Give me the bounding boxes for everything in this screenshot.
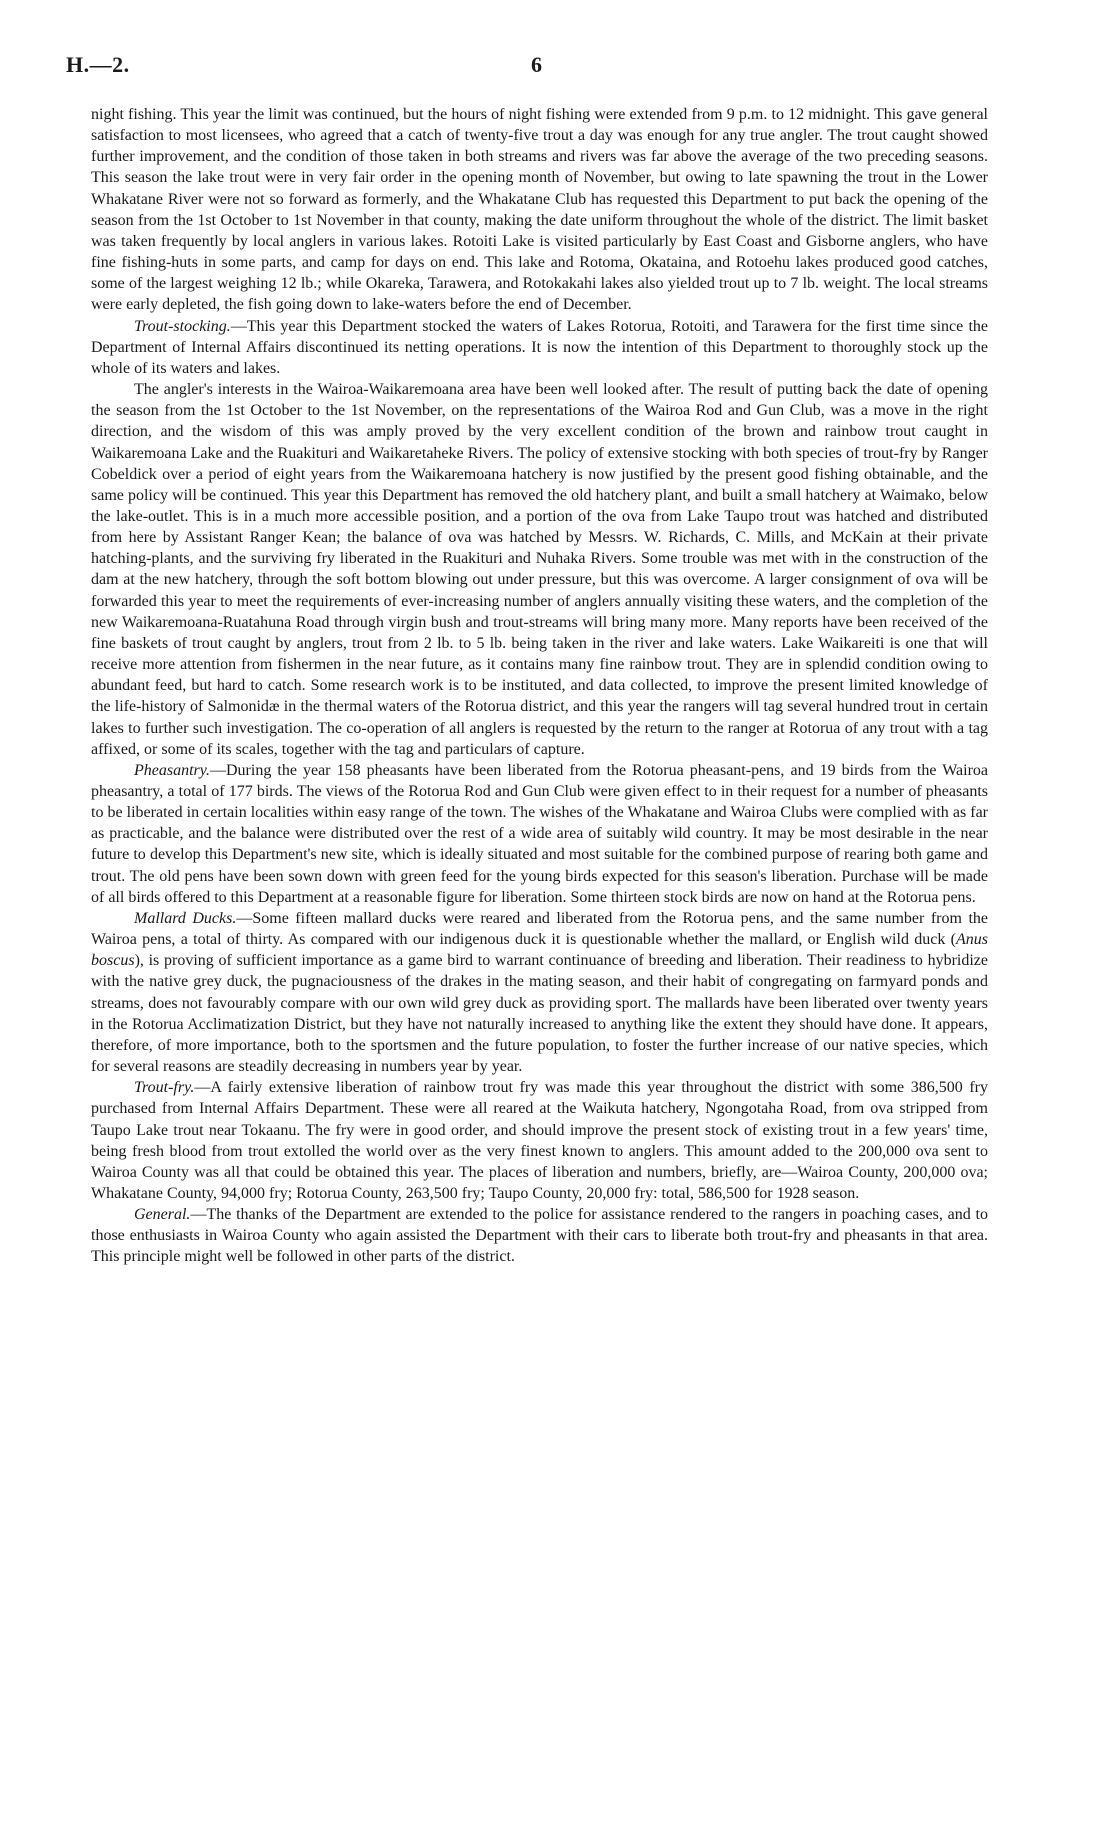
paragraph-general [91, 1204, 988, 1267]
paragraph-text: ), is proving of sufficient importance as a game bird to warrant continuance of breeding and liberation. Their readiness to hybridize with the native grey duck, the pugnaciousness of the drakes in the mating season, and their habit of congregating on farmyard ponds and streams, does not favourably compare with our own wild grey duck as providing sport. The mallards have been liberated over twenty years in the Rotorua Acclimatization District, but they have not naturally increased to anything like the extent they should have done. It appears, therefore, of more importance, both to the sportsmen and the future population, to foster the further increase of our native species, which for several reasons are steadily decreasing in numbers year by year. [91, 952, 988, 1076]
page-number: 6 [531, 52, 542, 77]
section-heading-mallard-ducks: Mallard Ducks. [134, 909, 237, 927]
paragraph-trout-stocking [91, 316, 988, 379]
paragraph-wairoa-waikaremoana [91, 379, 988, 760]
section-heading-trout-fry: Trout-fry. [134, 1079, 195, 1097]
section-heading-trout-stocking: Trout-stocking. [134, 317, 231, 335]
section-heading-pheasantry: Pheasantry. [134, 761, 210, 779]
paragraph-night-fishing [91, 104, 988, 316]
section-heading-general: General. [134, 1206, 191, 1224]
paragraph-text-before-latin: —Some fifteen mallard ducks were reared and liberated from the Rotorua pens, and the same number from the Wairoa pens, a total of thirty. As compared with our indigenous duck it is questionable whether the mallard, or English wild duck ( [91, 909, 988, 949]
paragraph-text: —This year this Department stocked the waters of Lakes Rotorua, Rotoiti, and Tarawera for the first time since the Department of Internal Affairs discontinued its netting operations. It is now the intention of this Department to thoroughly stock up the whole of its waters and lakes. [91, 317, 988, 377]
document-code: H.—2. [66, 52, 130, 77]
paragraph-mallard-ducks [91, 908, 988, 1077]
paragraph-trout-fry [91, 1077, 988, 1204]
paragraph-text: —A fairly extensive liberation of rainbow trout fry was made this year throughout the district with some 386,500 fry purchased from Internal Affairs Department. These were all reared at the Waikuta hatchery, Ngongotaha Road, from ova stripped from Taupo Lake trout near Tokaanu. The fry were in good order, and should improve the present stock of existing trout in a few years' time, being fresh blood from trout extolled the world over as the very finest known to anglers. This amount added to the 200,000 ova sent to Wairoa County was all that could be obtained this year. The places of liberation and numbers, briefly, are—Wairoa County, 200,000 ova; Whakatane County, 94,000 fry; Rotorua County, 263,500 fry; Taupo County, 20,000 fry: total, 586,500 for 1928 season. [91, 1079, 988, 1202]
page-header [66, 52, 1046, 82]
paragraph-text: —During the year 158 pheasants have been liberated from the Rotorua pheasant-pens, and 19 birds from the Wairoa pheasantry, a total of 177 birds. The views of the Rotorua Rod and Gun Club were given effect to in their request for a number of pheasants to be liberated in certain localities within easy range of the town. The wishes of the Whakatane and Wairoa Clubs were complied with as far as practicable, and the balance were distributed over the rest of a wide area of suitably wild country. It may be most desirable in the near future to develop this Department's new site, which is ideally situated and most suitable for the combined purpose of rearing both game and trout. The old pens have been sown down with green feed for the young birds expected for this season's liberation. Purchase will be made of all birds offered to this Department at a reasonable figure for liberation. Some thirteen stock birds are now on hand at the Rotorua pens. [91, 761, 988, 906]
paragraph-text: night fishing. This year the limit was continued, but the hours of night fishing were extended from 9 p.m. to 12 midnight. This gave general satisfaction to most licensees, who agreed that a catch of twenty-five trout a day was enough for any true angler. The trout caught showed further improvement, and the condition of those taken in both streams and rivers was far above the average of the two preceding seasons. This season the lake trout were in very fair order in the opening month of November, but owing to late spawning the trout in the Lower Whakatane River were not so forward as formerly, and the Whakatane Club has requested this Department to put back the opening of the season from the 1st October to 1st November in that county, making the date uniform throughout the whole of the district. The limit basket was taken frequently by local anglers in various lakes. Rotoiti Lake is visited particularly by East Coast and Gisborne anglers, who have fine fishing-huts in some parts, and camp for days on end. This lake and Rotoma, Okataina, and Rotoehu lakes produced good catches, some of the largest weighing 12 lb.; while Okareka, Tarawera, and Rotokakahi lakes also yielded trout up to 7 lb. weight. The local streams were early depleted, the fish going down to lake-waters before the end of December. [91, 106, 988, 314]
latin-species-name: Anus boscus [91, 931, 988, 970]
paragraph-text: The angler's interests in the Wairoa-Waikaremoana area have been well looked after. The result of putting back the date of opening the season from the 1st October to the 1st November, on the representations of the Wairoa Rod and Gun Club, was a move in the right direction, and the wisdom of this was amply proved by the very excellent condition of the brown and rainbow trout caught in Waikaremoana Lake and the Ruakituri and Waikaretaheke Rivers. The policy of extensive stocking with both species of trout-fry by Ranger Cobeldick over a period of eight years from the Waikaremoana hatchery is now justified by the present good fishing obtainable, and the same policy will be continued. This year this Department has removed the old hatchery plant, and built a small hatchery at Waimako, below the lake-outlet. This is in a much more accessible position, and a portion of the ova from Lake Taupo trout was hatched and distributed from here by Assistant Ranger Kean; the balance of ova was hatched by Messrs. W. Richards, C. Mills, and McKain at their private hatching-plants, and the surviving fry liberated in the Ruakituri and Nuhaka Rivers. Some trouble was met with in the construction of the dam at the new hatchery, through the soft bottom blowing out under pressure, but this was overcome. A larger consignment of ova will be forwarded this year to meet the requirements of ever-increasing number of anglers annually visiting these waters, and the completion of the new Waikaremoana-Ruatahuna Road through virgin bush and trout-streams will bring many more. Many reports have been received of the fine baskets of trout caught by anglers, trout from 2 lb. to 5 lb. being taken in the river and lake waters. Lake Waikareiti is one that will receive more attention from fishermen in the near future, as it contains many fine rainbow trout. They are in splendid condition owing to abundant feed, but hard to catch. Some research work is to be instituted, and data collected, to improve the present limited knowledge of the life-history of Salmonidæ in the thermal waters of the Rotorua district, and this year the rangers will tag several hundred trout in certain lakes to further such investigation. The co-operation of all anglers is requested by the return to the ranger at Rotorua of any trout with a tag affixed, or some of its scales, together with the tag and particulars of capture. [91, 381, 988, 758]
body-text [91, 104, 988, 1268]
paragraph-pheasantry [91, 760, 988, 908]
paragraph-text: —The thanks of the Department are extended to the police for assistance rendered to the rangers in poaching cases, and to those enthusiasts in Wairoa County who again assisted the Department with their cars to liberate both trout-fry and pheasants in that area. This principle might well be followed in other parts of the district. [91, 1206, 988, 1266]
